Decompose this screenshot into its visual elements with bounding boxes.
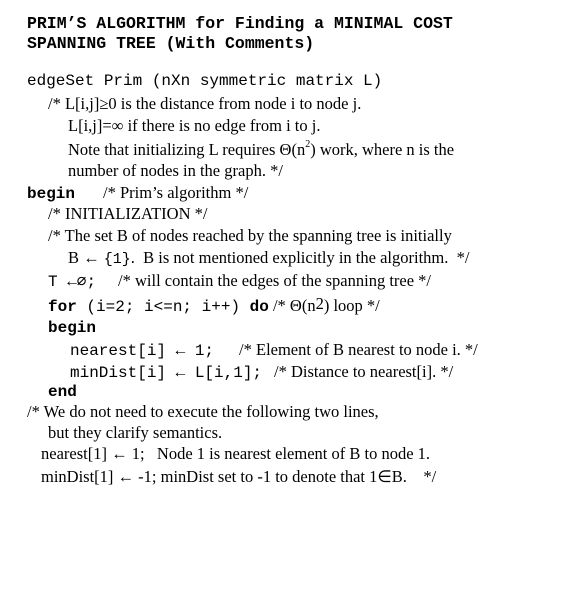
inner-begin-keyword: begin [48,319,97,337]
for-header: (i=2; i<=n; i++) [76,298,250,316]
begin-comment: /* Prim’s algorithm */ [103,183,249,202]
mindist-comment: /* Distance to nearest[i]. */ [274,362,454,381]
begin-line [27,185,248,202]
for-line [48,294,380,316]
end-keyword: end [48,383,77,401]
function-signature: edgeSet Prim (nXn symmetric matrix L) [27,72,383,90]
loop-exponent: 2 [315,294,324,313]
param-comment-line-4: number of nodes in the graph. */ [68,161,283,180]
exponent: 2 [305,139,311,150]
nearest-code: nearest[i] ← 1; [70,342,215,360]
footer-mindist-line: minDist[1] ← -1; minDist set to -1 to denote that 1∈B. */ [41,467,437,486]
param-comment-text-rest: if there is no edge from i to j. [123,116,321,135]
complexity-text-rest: ) work, where n is the [310,140,455,159]
mindist-code: minDist[i] ← L[i,1]; [70,364,263,382]
complexity-text: Note that initializing L requires Θ(n [68,140,306,159]
set-b-init: {1} [103,251,131,268]
set-b-arrow: B ← [68,248,104,267]
loop-comment: /* Θ(n [268,296,316,315]
for-keyword: for [48,298,77,316]
param-comment-line-3 [68,139,455,159]
infinity-symbol: ∞ [111,116,124,135]
nearest-line [70,342,478,359]
param-comment-text: L[i,j]= [68,116,112,135]
nearest-comment: /* Element of B nearest to node i. */ [239,340,478,359]
param-comment-line-2 [68,118,320,135]
init-comment: /* INITIALIZATION */ [48,204,208,223]
do-keyword: do [249,298,269,316]
t-init-comment: /* will contain the edges of the spanning tree */ [118,271,432,290]
document-title-line-1: PRIM’S ALGORITHM for Finding a MINIMAL COST [27,14,453,33]
t-init-code: T ←∅; [48,273,97,291]
t-init-line [48,273,431,290]
set-b-comment-line-1: /* The set B of nodes reached by the spanning tree is initially [48,226,452,245]
document-title-line-2: SPANNING TREE (With Comments) [27,34,315,53]
mindist-line [70,364,453,381]
footer-nearest-line: nearest[1] ← 1; Node 1 is nearest element of B to node 1. [41,444,431,463]
footer-comment-line-1: /* We do not need to execute the following two lines, [27,402,379,421]
footer-comment-line-2: but they clarify semantics. [48,423,223,442]
param-comment-line-1: /* L[i,j]≥0 is the distance from node i to node j. [48,94,362,113]
begin-keyword: begin [27,185,76,203]
set-b-comment-line-2 [68,250,469,267]
set-b-note: . B is not mentioned explicitly in the algorithm. */ [130,248,470,267]
loop-comment-rest: ) loop */ [323,296,380,315]
